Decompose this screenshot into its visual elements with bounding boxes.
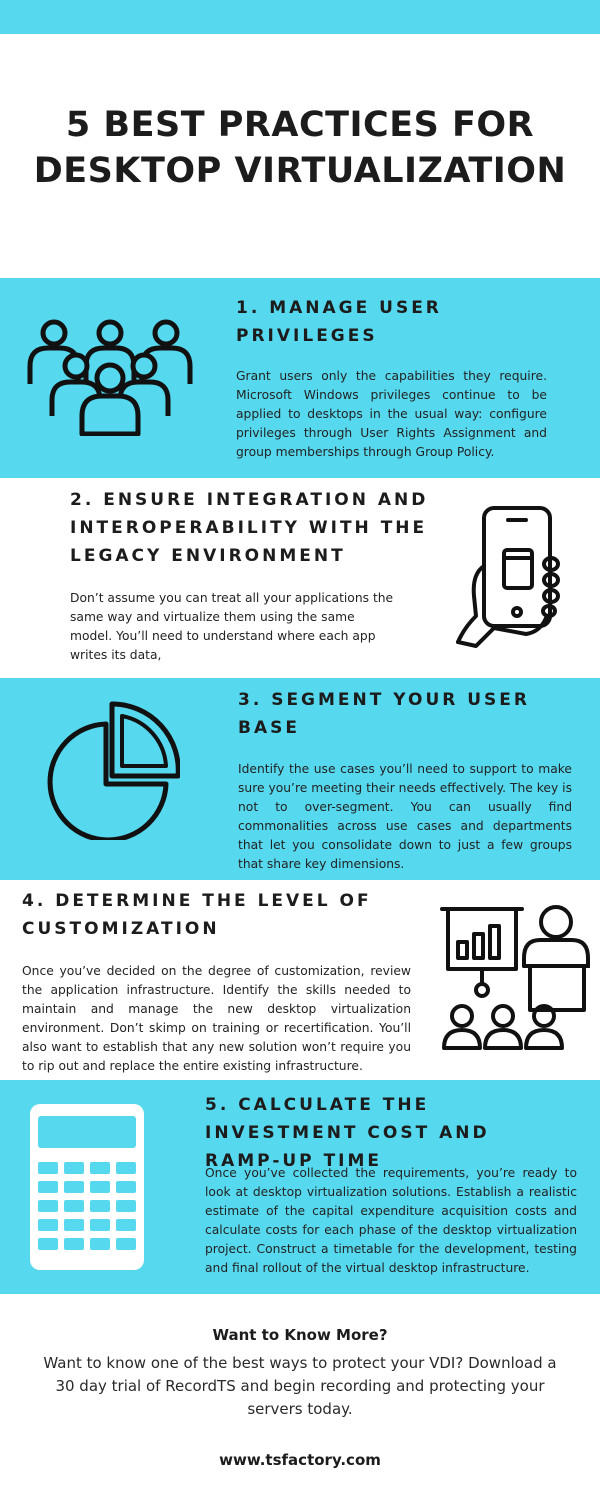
section-5-body: Once you’ve collected the requirements, you’re ready to look at desktop virtualization solutions. Establish a realistic estimate of the capital expenditure acquisition costs and calculate costs for each phase of the desktop virtualization project. Construct a timetable for the development, testing and final rollout of the virtual desktop infrastructure.: [205, 1166, 577, 1275]
section-3-title: 3. SEGMENT YOUR USER BASE: [238, 690, 531, 738]
cta-body: Want to know one of the best ways to protect your VDI? Download a 30 day trial of RecordTS and begin recording and protecting your servers today.: [43, 1354, 557, 1418]
calculator-icon: [28, 1102, 146, 1272]
pie-chart-icon: [40, 700, 180, 840]
section-1-title: 1. MANAGE USER PRIVILEGES: [236, 298, 442, 346]
section-2-body: Don’t assume you can treat all your applications the same way and virtualize them using the same model. You’ll need to understand where each app writes its data,: [70, 591, 394, 662]
section-1-body: Grant users only the capabilities they require. Microsoft Windows privileges continue to be applied to desktops in the usual way: configure privileges through User Rights Assignment and group memberships through Group Policy.: [236, 369, 547, 459]
section-5-title: 5. CALCULATE THE INVESTMENT COST AND RAMP-UP TIME: [205, 1095, 490, 1171]
section-3-body: Identify the use cases you’ll need to support to make sure you’re meeting their needs effectively. The key is not to over-segment. You can usually find commonalities across use cases and departments that let you consolidate down to just a few groups that share key dimensions.: [238, 762, 572, 871]
section-4-title: 4. DETERMINE THE LEVEL OF CUSTOMIZATION: [22, 891, 372, 939]
section-2-title: 2. ENSURE INTEGRATION AND INTEROPERABILITY WITH THE LEGACY ENVIRONMENT: [70, 490, 429, 566]
section-3: [0, 678, 600, 880]
smartphone-hand-icon: [450, 504, 568, 648]
website-link[interactable]: www.tsfactory.com: [219, 1451, 381, 1469]
section-4-body: Once you’ve decided on the degree of customization, review the application infrastructure. Identify the skills needed to maintain and manage the new desktop virtualization environment. Don’t skimp on training or recertification. You’ll also want to establish that any new solution won’t require you to rip out and replace the entire existing infrastructure.: [22, 964, 411, 1073]
top-accent-bar: [0, 0, 600, 34]
section-5: [0, 1080, 600, 1294]
presentation-icon: [440, 904, 590, 1050]
users-group-icon: [26, 316, 194, 436]
page-title: 5 BEST PRACTICES FOR DESKTOP VIRTUALIZATION: [33, 105, 567, 191]
section-2: [0, 478, 600, 678]
section-4: [0, 880, 600, 1080]
cta-heading: Want to Know More?: [212, 1326, 388, 1344]
section-1: [0, 278, 600, 478]
